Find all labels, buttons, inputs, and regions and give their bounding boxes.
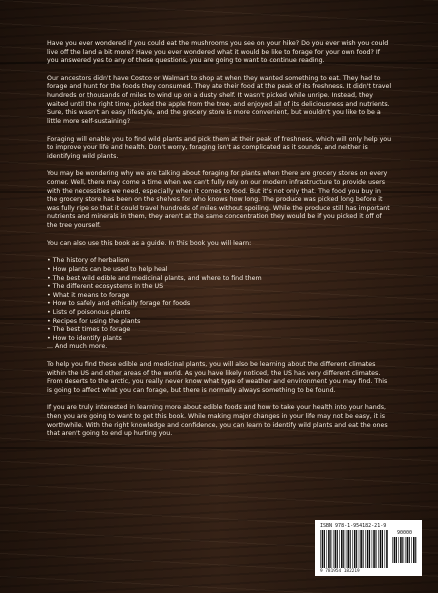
- isbn-label: ISBN 978-1-954182-21-9: [320, 523, 387, 529]
- barcode-bar: [382, 530, 383, 568]
- barcode-bars-main: [320, 530, 388, 568]
- barcode-bar: [411, 537, 412, 563]
- barcode-bar: [369, 530, 370, 568]
- barcode-bar: [363, 530, 364, 568]
- barcode-bar: [402, 537, 403, 563]
- list-item: • Recipes for using the plants: [47, 317, 141, 325]
- barcode-bar: [352, 530, 353, 568]
- barcode-bar: [354, 530, 356, 568]
- barcode-bar: [394, 537, 396, 563]
- barcode-bar: [359, 530, 360, 568]
- barcode-bar: [341, 530, 343, 568]
- barcode-bar: [386, 530, 388, 568]
- list-item: • The best wild edible and medicinal plants, and where to find them: [47, 274, 262, 282]
- barcode-bar: [396, 537, 397, 563]
- barcode-bar: [367, 530, 369, 568]
- price-code-block: [392, 530, 417, 563]
- list-item: ... And much more.: [47, 343, 108, 351]
- list-item: • How to identify plants: [47, 334, 122, 342]
- barcode-bar: [373, 530, 375, 568]
- barcode-bar: [405, 537, 406, 563]
- barcode-bar: [356, 530, 357, 568]
- barcode-bar: [326, 530, 327, 568]
- barcode-bar: [343, 530, 344, 568]
- list-item: • What it means to forage: [47, 291, 130, 299]
- barcode-bar: [398, 537, 399, 563]
- list-item: • How plants can be used to help heal: [47, 265, 168, 273]
- ancestors-paragraph: Our ancestors didn't have Costco or Walmart to shop at when they wanted something to eat. They had to forage and hunt for the foods they consumed. They ate their food at the peak of its freshness. It didn't travel hundreds or thousands of miles to wind up on a dusty shelf. It wasn't picked while unripe. Instead, they waited until the right time, picked the apple from the tree, and enjoyed all of its deliciousness and nutrients. Sure, this wasn't an easy lifestyle, and the grocery store is more convenient, but wouldn't you like to be a little more self-sustaining?: [47, 74, 392, 125]
- barcode-bar: [320, 530, 321, 568]
- barcode-bar: [415, 537, 416, 563]
- list-item: • How to safely and ethically forage for foods: [47, 300, 191, 308]
- barcode-bar: [372, 530, 373, 568]
- blurb-text: [47, 40, 393, 448]
- list-item: • Lists of poisonous plants: [47, 308, 131, 316]
- price-code: 90000: [396, 530, 413, 536]
- barcode-bar: [378, 530, 379, 568]
- barcode-bar: [392, 537, 393, 563]
- foraging-benefits-paragraph: Foraging will enable you to find wild plants and pick them at their peak of freshness, which will only help you to improve your life and health. Don't worry, foraging isn't as complicated as it sounds, and neither is identifying wild plants.: [47, 135, 392, 160]
- barcode-bar: [328, 530, 330, 568]
- barcode-bar: [335, 530, 337, 568]
- barcode-bar: [337, 530, 338, 568]
- list-item: • The different ecosystems in the US: [47, 283, 164, 291]
- barcode-bar: [333, 530, 334, 568]
- isbn-barcode: [315, 520, 422, 576]
- barcode-bar: [346, 530, 347, 568]
- topics-list: [47, 257, 393, 352]
- barcode-bar: [322, 530, 324, 568]
- barcode-bar: [375, 530, 376, 568]
- barcode-bar: [380, 530, 382, 568]
- intro-paragraph: Have you ever wondered if you could eat the mushrooms you see on your hike? Do you ever wish you could live off the land a bit more? Have you ever wondered what it would be like to forage for your own food? If you answered yes to any of these questions, you are going to want to continue reading.: [47, 40, 389, 65]
- barcode-bar: [347, 530, 349, 568]
- barcode-bar: [339, 530, 340, 568]
- barcode-bar: [365, 530, 366, 568]
- call-to-action-paragraph: If you are truly interested in learning more about edible foods and how to take your health into your hands, then you are going to want to get this book. While making major changes in your life may not be easy, it is worthwhile. With the right knowledge and confidence, you can learn to identify wild plants and eat the ones that aren't going to end up hurting you.: [47, 404, 388, 438]
- barcode-bar: [413, 537, 415, 563]
- list-item: • The history of herbalism: [47, 257, 130, 265]
- barcode-bar: [400, 537, 402, 563]
- guide-intro-paragraph: You can also use this book as a guide. In this book you will learn:: [47, 239, 252, 247]
- barcode-bar: [385, 530, 386, 568]
- barcode-bar: [350, 530, 351, 568]
- barcode-bar: [360, 530, 362, 568]
- barcode-digits: 9 781954 182219: [320, 569, 360, 574]
- barcode-bar: [409, 537, 410, 563]
- barcode-bar: [330, 530, 331, 568]
- climates-paragraph: To help you find these edible and medicinal plants, you will also be learning about the different climates within the US and other areas of the world. As you have likely noticed, the US has very different climates. From deserts to the arctic, you really never know what type of weather and environment you may find. This is going to affect what you can forage, but there is normally always something to be found.: [47, 360, 388, 394]
- barcode-bar: [407, 537, 409, 563]
- list-item: • The best times to forage: [47, 326, 131, 334]
- grocery-store-paragraph: You may be wondering why we are talking about foraging for plants when there are grocery stores on every corner. Well, there may come a time when we can't fully rely on our modern infrastructure to provide users with the necessities we need, especially when it comes to food. But it's not only that. The food you buy in the grocery store has been on the shelves for who knows how long. The produce was picked long before it was fully ripe so that it could travel hundreds of miles without spoiling. While the produce still has important nutrients and minerals in them, they aren't at the same concentration they would be if you picked it off of the tree yourself.: [47, 170, 390, 229]
- barcode-bars: [320, 530, 417, 570]
- barcode-bars-price: [392, 537, 417, 563]
- barcode-bar: [324, 530, 325, 568]
